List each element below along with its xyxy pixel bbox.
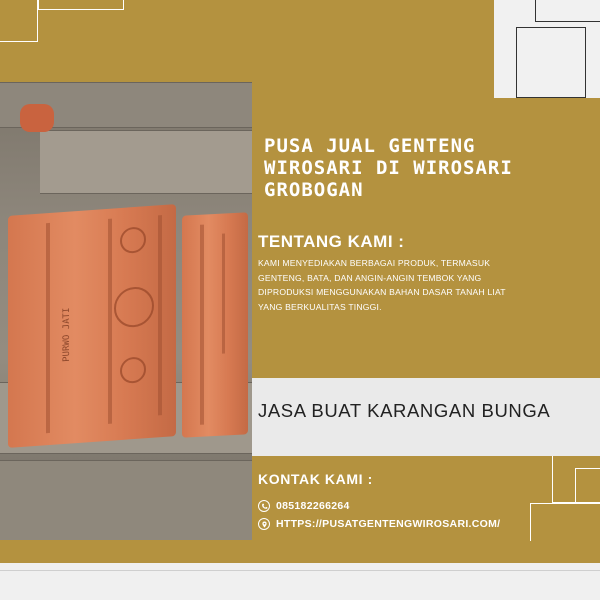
roof-tile-second xyxy=(182,212,248,437)
service-text: JASA BUAT KARANGAN BUNGA xyxy=(258,400,551,421)
deco-frame-top-left xyxy=(0,0,38,42)
contact-heading: KONTAK KAMI : xyxy=(258,471,373,487)
tile-stamp-text: PURWO JATI xyxy=(62,307,72,363)
tile-rib xyxy=(200,225,204,425)
deco-frame-top-left-2 xyxy=(38,0,124,10)
bottom-divider xyxy=(0,570,600,571)
deco-frame-bottom-right-2 xyxy=(530,503,600,541)
deco-frame-top-right-2 xyxy=(535,0,600,22)
wood-plank xyxy=(40,130,252,194)
tile-rib xyxy=(222,233,225,353)
brick-fragment xyxy=(20,104,54,132)
deco-frame-top-right xyxy=(516,27,586,98)
about-text: KAMI MENYEDIAKAN BERBAGAI PRODUK, TERMASUK GENTENG, BATA, DAN ANGIN-ANGIN TEMBOK YANG DIPRODUKSI MENGGUNAKAN BAHAN DASAR TANAH LIAT YANG BERKUALITAS TINGGI. xyxy=(258,258,506,312)
tile-clover-icon xyxy=(120,356,146,384)
deco-frame-bottom-right-3 xyxy=(575,468,600,503)
about-heading: TENTANG KAMI : xyxy=(258,232,405,251)
page-title: PUSA JUAL GENTENG WIROSARI DI WIROSARI GROBOGAN xyxy=(264,135,513,201)
contact-phone-row xyxy=(258,500,350,512)
contact-phone[interactable]: 085182266264 xyxy=(276,500,350,512)
bottom-strip xyxy=(0,563,600,600)
roof-tile-main xyxy=(8,204,176,448)
contact-website-row xyxy=(258,518,500,530)
contact-website-link[interactable]: HTTPS://PUSATGENTENGWIROSARI.COM/ xyxy=(276,518,501,530)
tile-rib xyxy=(108,219,112,424)
phone-icon xyxy=(258,500,270,512)
wood-plank xyxy=(0,460,252,540)
tile-rib xyxy=(158,215,162,415)
tile-clover-icon xyxy=(120,226,146,254)
roof-tile-photo xyxy=(0,82,252,540)
tile-rosette-icon xyxy=(114,286,154,329)
location-pin-icon xyxy=(258,518,270,530)
tile-rib xyxy=(46,223,50,433)
